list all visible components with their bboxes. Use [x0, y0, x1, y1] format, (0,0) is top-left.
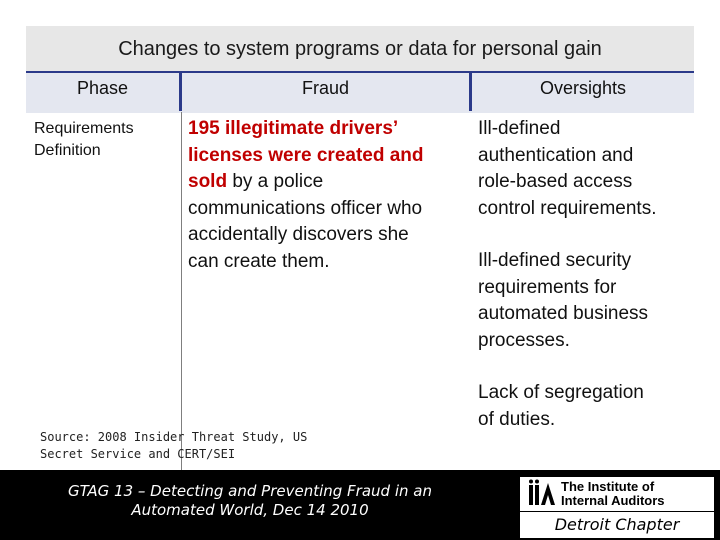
- oversight-item: [478, 116, 693, 222]
- oversight-line: of duties.: [478, 408, 556, 430]
- fraud-text-line: can create them.: [188, 250, 330, 272]
- oversight-line: Lack of segregation: [478, 382, 644, 403]
- fraud-highlight-line: licenses were created and: [188, 144, 424, 166]
- source-line: Source: 2008 Insider Threat Study, US: [40, 430, 308, 444]
- header-oversights: Oversights: [539, 78, 627, 98]
- oversights-cell: [478, 116, 693, 433]
- slide-title: Changes to system programs or data for personal gain: [118, 38, 602, 60]
- iia-logo-text: [561, 480, 711, 508]
- column-divider-line: [181, 112, 182, 470]
- source-note: [40, 429, 360, 463]
- iia-logo-icon: [528, 479, 558, 509]
- oversight-line: Ill-defined security: [478, 250, 632, 271]
- header-fraud: Fraud: [301, 78, 350, 98]
- footer-caption-line: Automated World, Dec 14 2010: [131, 501, 369, 519]
- oversight-line: role-based access: [478, 171, 633, 192]
- fraud-highlight-line: sold: [188, 171, 228, 192]
- footer-caption-line: GTAG 13 – Detecting and Preventing Fraud in an: [68, 482, 432, 500]
- phase-cell: [34, 118, 174, 162]
- fraud-text-line: accidentally discovers she: [188, 224, 409, 245]
- fraud-text: by a police: [227, 171, 324, 192]
- source-line: Secret Service and CERT/SEI: [40, 447, 236, 461]
- oversight-item: [478, 248, 693, 354]
- fraud-text-line: communications officer who: [188, 197, 423, 219]
- oversight-line: control requirements.: [478, 197, 657, 219]
- oversight-line: authentication and: [478, 144, 634, 166]
- logo-line: Internal Auditors: [561, 493, 665, 508]
- logo-line: The Institute of: [561, 479, 655, 494]
- oversight-line: automated business: [478, 303, 649, 324]
- fraud-cell: [188, 116, 476, 275]
- chapter-label: Detroit Chapter: [520, 512, 714, 538]
- footer-caption: [10, 482, 490, 520]
- header-phase: Phase: [76, 78, 129, 98]
- oversight-line: processes.: [478, 329, 570, 351]
- oversight-item: [478, 380, 693, 433]
- oversight-line: requirements for: [478, 276, 617, 298]
- fraud-highlight-line: 195 illegitimate drivers’: [188, 118, 399, 139]
- phase-line: Definition: [34, 142, 101, 159]
- phase-line: Requirements: [34, 120, 134, 137]
- oversight-line: Ill-defined: [478, 118, 561, 139]
